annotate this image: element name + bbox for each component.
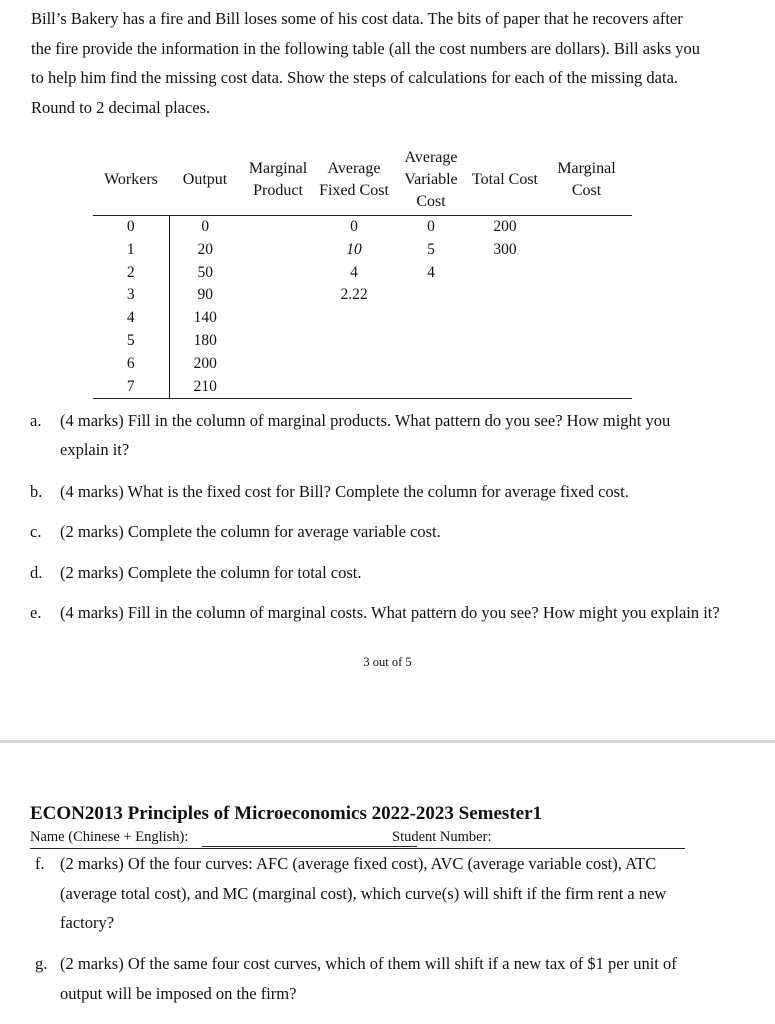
header-output: Output [169,147,241,216]
question-label: f. [35,854,45,873]
cell-avc [393,307,469,330]
cell-tc: 300 [493,240,517,258]
cell-workers: 5 [93,330,169,353]
course-title: ECON2013 Principles of Microeconomics 2022-2023 Semester1 [30,803,543,824]
cell-output: 0 [201,218,210,235]
cell-workers: 3 [93,284,169,307]
cost-table [93,147,632,399]
cell-mc [541,353,632,376]
intro-paragraph: Bill’s Bakery has a fire and Bill loses some of his cost data. The bits of paper that he recovers after the fire provide the information in the following table (all the cost numbers are dollars). Bill asks you to help him find the missing cost data. Show the steps of calculations for each of the missing data. Round to 2 decimal places. [31,9,700,117]
question-text: (2 marks) Of the same four cost curves, which of them will shift if a new tax of $1 per unit of output will be imposed on the firm? [60,954,677,1003]
name-row [30,829,685,849]
cell-mp [241,376,315,399]
cell-output: 200 [193,354,217,372]
cell-avc [393,353,469,376]
cell-avc: 0 [427,218,435,235]
table-row [93,330,632,353]
cell-workers: 0 [93,216,169,239]
cell-tc: 200 [493,218,517,235]
cell-mp [241,353,315,376]
cell-workers: 4 [93,307,169,330]
header-average-variable-cost: Average Variable Cost [393,147,469,216]
question-label: g. [35,954,48,973]
cell-output: 210 [169,376,241,399]
cell-mp [241,239,315,262]
cell-tc [469,353,541,376]
cell-afc: 4 [350,263,358,281]
cell-afc: 0 [350,218,358,235]
cell-tc [469,376,541,399]
question-text: (2 marks) Complete the column for average variable cost. [60,522,441,541]
name-label: Name (Chinese + English): [30,829,189,845]
page-number: 3 out of 5 [363,655,412,669]
question-d [30,558,720,587]
question-c [30,517,720,546]
cell-mc [541,307,632,330]
question-label: d. [30,563,43,582]
cell-mc [541,239,632,262]
student-number-label: Student Number: [392,829,492,845]
cell-afc: 10 [346,240,362,258]
question-text: (4 marks) What is the fixed cost for Bill? Complete the column for average fixed cost. [60,482,629,501]
cell-avc [393,330,469,353]
table-row [93,216,632,239]
question-text: (2 marks) Of the four curves: AFC (average fixed cost), AVC (average variable cost), ATC (average total cost), and MC (marginal cost), which curve(s) will shift if the firm rent a new factory? [60,854,667,932]
cell-afc [315,353,393,376]
cell-mp [241,307,315,330]
cell-mp [241,330,315,353]
question-e [30,598,720,627]
header-total-cost: Total Cost [469,147,541,216]
question-label: b. [30,482,43,501]
question-text: (2 marks) Complete the column for total cost. [60,563,362,582]
table-row [93,239,632,262]
question-label: a. [30,411,42,430]
cell-output: 140 [193,309,217,327]
cell-tc [469,307,541,330]
cell-mc [541,284,632,307]
header-workers: Workers [93,147,169,216]
cell-avc [393,284,469,307]
cell-afc [315,376,393,399]
cell-mp [241,284,315,307]
table-header-row [93,147,632,216]
cell-output: 50 [197,263,213,281]
table-row [93,284,632,307]
header-marginal-product: Marginal Product [241,147,315,216]
question-f [35,849,715,938]
question-b [30,477,720,506]
page-divider [0,740,775,743]
question-label: c. [30,522,42,541]
question-a [30,406,720,464]
table-row [93,307,632,330]
cell-output: 20 [197,240,213,258]
cell-workers: 2 [93,262,169,285]
question-text: (4 marks) Fill in the column of marginal costs. What pattern do you see? How might you explain it? [60,603,720,622]
cell-workers: 6 [93,353,169,376]
cell-tc [469,284,541,307]
cell-workers: 1 [93,239,169,262]
cell-avc: 5 [427,240,435,258]
cell-mp [241,216,315,239]
cell-afc [315,307,393,330]
cell-avc: 4 [427,263,435,281]
cell-afc [315,330,393,353]
table-row [93,262,632,285]
cell-output: 90 [197,286,213,304]
cell-tc [469,262,541,285]
cell-mc [541,262,632,285]
cell-output: 180 [193,331,217,349]
name-underline [202,846,417,847]
question-label: e. [30,603,42,622]
cell-mp [241,262,315,285]
header-average-fixed-cost: Average Fixed Cost [315,147,393,216]
table-row [93,353,632,376]
question-g [35,949,715,1008]
cell-mc [541,216,632,239]
cell-afc: 2.22 [340,286,368,304]
cell-mc [541,330,632,353]
cell-avc [393,376,469,399]
cell-tc [469,330,541,353]
cell-workers: 7 [93,376,169,399]
table-row [93,376,632,399]
question-text: (4 marks) Fill in the column of marginal products. What pattern do you see? How might you explain it? [60,411,671,459]
cell-mc [541,376,632,399]
header-marginal-cost: Marginal Cost [541,147,632,216]
